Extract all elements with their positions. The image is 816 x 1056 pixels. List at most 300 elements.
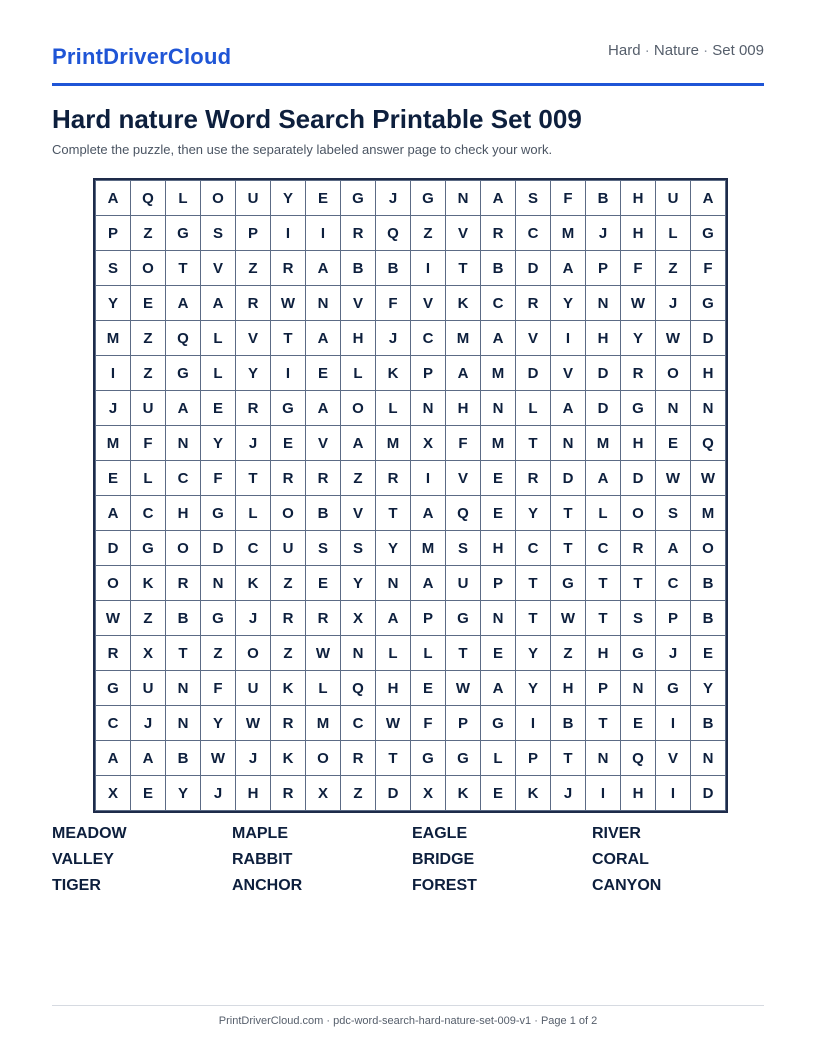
grid-cell: G (341, 181, 376, 216)
grid-cell: V (411, 286, 446, 321)
grid-cell: H (376, 671, 411, 706)
grid-cell: H (621, 216, 656, 251)
grid-cell: Y (516, 496, 551, 531)
grid-cell: L (236, 496, 271, 531)
grid-cell: X (96, 776, 131, 811)
grid-cell: Z (236, 251, 271, 286)
grid-cell: L (341, 356, 376, 391)
grid-cell: I (586, 776, 621, 811)
grid-cell: X (306, 776, 341, 811)
grid-cell: G (166, 216, 201, 251)
grid-cell: R (271, 706, 306, 741)
grid-cell: P (656, 601, 691, 636)
grid-cell: N (446, 181, 481, 216)
grid-cell: K (446, 286, 481, 321)
grid-cell: N (481, 391, 516, 426)
grid-cell: G (446, 601, 481, 636)
grid-cell: M (551, 216, 586, 251)
grid-cell: X (131, 636, 166, 671)
grid-cell: W (446, 671, 481, 706)
grid-cell: P (411, 356, 446, 391)
grid-cell: A (306, 321, 341, 356)
grid-cell: A (376, 601, 411, 636)
grid-cell: H (691, 356, 726, 391)
grid-cell: G (201, 601, 236, 636)
word-list-item: VALLEY (52, 851, 114, 868)
grid-cell: B (691, 566, 726, 601)
breadcrumb-item-set: Set 009 (712, 42, 764, 59)
grid-cell: Y (516, 636, 551, 671)
grid-cell: I (551, 321, 586, 356)
grid-cell: A (481, 181, 516, 216)
grid-cell: Z (271, 636, 306, 671)
grid-cell: N (691, 391, 726, 426)
grid-cell: N (411, 391, 446, 426)
grid-cell: K (516, 776, 551, 811)
grid-cell: A (96, 181, 131, 216)
grid-row (96, 531, 726, 566)
grid-cell: B (166, 741, 201, 776)
breadcrumb (608, 42, 764, 59)
grid-cell: Y (236, 356, 271, 391)
grid-cell: N (341, 636, 376, 671)
grid-cell: I (271, 216, 306, 251)
grid-cell: J (236, 426, 271, 461)
grid-cell: T (586, 566, 621, 601)
grid-cell: I (96, 356, 131, 391)
grid-cell: Q (621, 741, 656, 776)
grid-cell: Q (376, 216, 411, 251)
grid-row (96, 461, 726, 496)
grid-cell: H (621, 181, 656, 216)
grid-cell: O (691, 531, 726, 566)
grid-cell: H (236, 776, 271, 811)
grid-cell: P (516, 741, 551, 776)
grid-cell: N (586, 741, 621, 776)
grid-cell: Y (621, 321, 656, 356)
grid-cell: R (236, 286, 271, 321)
grid-cell: M (691, 496, 726, 531)
grid-cell: L (166, 181, 201, 216)
page-footer: PrintDriverCloud.com · pdc-word-search-hard-nature-set-009-v1 · Page 1 of 2 (218, 1015, 598, 1027)
grid-cell: H (481, 531, 516, 566)
grid-cell: F (551, 181, 586, 216)
grid-cell: A (691, 181, 726, 216)
grid-cell: Z (131, 216, 166, 251)
grid-cell: D (551, 461, 586, 496)
grid-cell: N (481, 601, 516, 636)
grid-cell: P (446, 706, 481, 741)
grid-cell: W (691, 461, 726, 496)
grid-row (96, 741, 726, 776)
grid-cell: T (551, 741, 586, 776)
grid-cell: S (341, 531, 376, 566)
grid-cell: G (691, 286, 726, 321)
grid-cell: O (271, 496, 306, 531)
grid-cell: R (236, 391, 271, 426)
grid-cell: T (446, 251, 481, 286)
grid-cell: E (271, 426, 306, 461)
grid-cell: Q (341, 671, 376, 706)
grid-cell: F (376, 286, 411, 321)
grid-cell: M (481, 426, 516, 461)
grid-cell: G (411, 181, 446, 216)
grid-cell: P (236, 216, 271, 251)
grid-cell: H (621, 776, 656, 811)
grid-cell: C (96, 706, 131, 741)
grid-cell: W (621, 286, 656, 321)
grid-cell: Z (131, 321, 166, 356)
grid-cell: Z (341, 461, 376, 496)
grid-cell: J (236, 601, 271, 636)
grid-cell: D (376, 776, 411, 811)
grid-cell: R (271, 251, 306, 286)
grid-cell: I (411, 251, 446, 286)
grid-cell: M (96, 321, 131, 356)
grid-cell: R (621, 531, 656, 566)
grid-cell: R (621, 356, 656, 391)
grid-cell: G (551, 566, 586, 601)
grid-cell: O (236, 636, 271, 671)
grid-cell: R (306, 461, 341, 496)
grid-cell: U (236, 181, 271, 216)
grid-cell: B (166, 601, 201, 636)
grid-cell: Q (131, 181, 166, 216)
grid-cell: D (516, 356, 551, 391)
grid-cell: V (201, 251, 236, 286)
grid-cell: J (96, 391, 131, 426)
grid-cell: R (166, 566, 201, 601)
grid-cell: F (131, 426, 166, 461)
grid-cell: K (446, 776, 481, 811)
grid-cell: I (656, 706, 691, 741)
grid-cell: S (96, 251, 131, 286)
grid-cell: L (481, 741, 516, 776)
grid-cell: H (446, 391, 481, 426)
word-list-item: FOREST (412, 877, 477, 894)
grid-cell: W (376, 706, 411, 741)
grid-cell: S (446, 531, 481, 566)
grid-cell: E (306, 356, 341, 391)
grid-cell: O (621, 496, 656, 531)
grid-cell: S (201, 216, 236, 251)
grid-cell: E (621, 706, 656, 741)
grid-cell: X (341, 601, 376, 636)
breadcrumb-item-difficulty: Hard (608, 42, 641, 59)
grid-cell: H (341, 321, 376, 356)
grid-cell: O (166, 531, 201, 566)
grid-row (96, 216, 726, 251)
grid-cell: J (131, 706, 166, 741)
grid-cell: L (656, 216, 691, 251)
grid-cell: D (691, 776, 726, 811)
grid-cell: Q (446, 496, 481, 531)
grid-cell: R (341, 741, 376, 776)
grid-cell: Z (656, 251, 691, 286)
grid-cell: J (551, 776, 586, 811)
grid-row (96, 321, 726, 356)
grid-cell: S (656, 496, 691, 531)
grid-cell: F (411, 706, 446, 741)
grid-cell: J (376, 321, 411, 356)
grid-row (96, 356, 726, 391)
grid-cell: T (516, 426, 551, 461)
grid-cell: A (551, 391, 586, 426)
grid-cell: O (96, 566, 131, 601)
grid-cell: M (306, 706, 341, 741)
grid-cell: R (516, 461, 551, 496)
grid-cell: N (201, 566, 236, 601)
grid-cell: E (306, 181, 341, 216)
grid-cell: C (341, 706, 376, 741)
grid-cell: A (166, 391, 201, 426)
word-list-item: CANYON (592, 877, 662, 894)
letter-grid-table (95, 180, 726, 811)
grid-cell: Y (551, 286, 586, 321)
grid-cell: K (131, 566, 166, 601)
grid-cell: W (656, 461, 691, 496)
grid-cell: V (656, 741, 691, 776)
grid-cell: V (516, 321, 551, 356)
grid-cell: R (271, 776, 306, 811)
grid-row (96, 636, 726, 671)
grid-cell: J (586, 216, 621, 251)
grid-cell: R (271, 601, 306, 636)
breadcrumb-separator: · (703, 42, 709, 59)
grid-cell: K (376, 356, 411, 391)
word-list (52, 825, 772, 895)
grid-cell: G (411, 741, 446, 776)
grid-cell: V (446, 216, 481, 251)
grid-cell: F (446, 426, 481, 461)
grid-cell: Y (201, 706, 236, 741)
grid-cell: Y (271, 181, 306, 216)
grid-cell: Q (691, 426, 726, 461)
grid-cell: A (481, 321, 516, 356)
grid-cell: C (481, 286, 516, 321)
grid-cell: R (341, 216, 376, 251)
grid-cell: V (551, 356, 586, 391)
grid-cell: A (306, 391, 341, 426)
grid-cell: G (271, 391, 306, 426)
grid-cell: M (96, 426, 131, 461)
grid-cell: I (656, 776, 691, 811)
grid-cell: F (621, 251, 656, 286)
grid-cell: C (516, 531, 551, 566)
word-list-item: ANCHOR (232, 877, 303, 894)
grid-cell: S (516, 181, 551, 216)
grid-cell: G (201, 496, 236, 531)
grid-cell: E (96, 461, 131, 496)
grid-cell: B (306, 496, 341, 531)
word-list-item: CORAL (592, 851, 649, 868)
grid-cell: W (271, 286, 306, 321)
grid-cell: L (411, 636, 446, 671)
grid-cell: L (586, 496, 621, 531)
grid-row (96, 426, 726, 461)
grid-cell: M (446, 321, 481, 356)
grid-row (96, 391, 726, 426)
grid-cell: A (551, 251, 586, 286)
grid-cell: E (481, 496, 516, 531)
grid-cell: Z (131, 601, 166, 636)
page-title: Hard nature Word Search Printable Set 009 (52, 104, 582, 134)
grid-cell: N (551, 426, 586, 461)
grid-cell: A (131, 741, 166, 776)
grid-cell: Y (341, 566, 376, 601)
grid-row (96, 776, 726, 811)
footer-divider (52, 1005, 764, 1006)
grid-cell: U (271, 531, 306, 566)
grid-cell: O (306, 741, 341, 776)
grid-cell: N (306, 286, 341, 321)
grid-cell: K (271, 671, 306, 706)
grid-cell: D (621, 461, 656, 496)
grid-row (96, 181, 726, 216)
grid-cell: S (306, 531, 341, 566)
grid-cell: E (481, 636, 516, 671)
grid-cell: F (691, 251, 726, 286)
grid-cell: T (376, 741, 411, 776)
grid-cell: W (551, 601, 586, 636)
grid-cell: B (341, 251, 376, 286)
grid-cell: G (691, 216, 726, 251)
grid-cell: C (586, 531, 621, 566)
grid-cell: V (341, 496, 376, 531)
grid-row (96, 671, 726, 706)
grid-cell: A (481, 671, 516, 706)
grid-cell: S (621, 601, 656, 636)
grid-cell: T (586, 601, 621, 636)
grid-cell: P (481, 566, 516, 601)
grid-cell: T (236, 461, 271, 496)
grid-cell: E (131, 286, 166, 321)
word-list-item: RIVER (592, 825, 641, 842)
grid-cell: Z (341, 776, 376, 811)
grid-cell: T (446, 636, 481, 671)
grid-cell: A (586, 461, 621, 496)
grid-cell: M (586, 426, 621, 461)
grid-cell: A (306, 251, 341, 286)
grid-cell: J (376, 181, 411, 216)
grid-cell: W (236, 706, 271, 741)
grid-cell: U (446, 566, 481, 601)
grid-cell: R (516, 286, 551, 321)
grid-cell: O (656, 356, 691, 391)
grid-cell: L (306, 671, 341, 706)
grid-cell: G (621, 636, 656, 671)
grid-cell: E (131, 776, 166, 811)
grid-cell: J (236, 741, 271, 776)
word-list-item: MAPLE (232, 825, 288, 842)
grid-cell: T (621, 566, 656, 601)
grid-row (96, 706, 726, 741)
grid-cell: H (166, 496, 201, 531)
grid-cell: D (516, 251, 551, 286)
grid-cell: U (236, 671, 271, 706)
grid-cell: Z (551, 636, 586, 671)
grid-cell: Z (201, 636, 236, 671)
grid-cell: I (516, 706, 551, 741)
grid-cell: P (586, 251, 621, 286)
grid-cell: U (131, 391, 166, 426)
grid-cell: O (131, 251, 166, 286)
grid-cell: R (481, 216, 516, 251)
grid-cell: B (481, 251, 516, 286)
grid-cell: W (656, 321, 691, 356)
grid-cell: G (621, 391, 656, 426)
grid-cell: Y (691, 671, 726, 706)
grid-cell: W (201, 741, 236, 776)
word-list-item: TIGER (52, 877, 101, 894)
grid-cell: T (516, 566, 551, 601)
grid-cell: D (691, 321, 726, 356)
grid-cell: C (656, 566, 691, 601)
grid-cell: T (551, 496, 586, 531)
grid-cell: B (551, 706, 586, 741)
grid-cell: N (691, 741, 726, 776)
grid-cell: U (656, 181, 691, 216)
grid-cell: J (201, 776, 236, 811)
grid-cell: N (656, 391, 691, 426)
grid-cell: U (131, 671, 166, 706)
grid-cell: K (236, 566, 271, 601)
grid-cell: K (271, 741, 306, 776)
grid-cell: V (446, 461, 481, 496)
grid-cell: R (96, 636, 131, 671)
grid-cell: G (166, 356, 201, 391)
grid-cell: V (306, 426, 341, 461)
grid-cell: E (201, 391, 236, 426)
grid-cell: Y (516, 671, 551, 706)
grid-cell: A (341, 426, 376, 461)
grid-cell: J (656, 286, 691, 321)
grid-cell: E (481, 461, 516, 496)
grid-cell: J (656, 636, 691, 671)
grid-cell: N (166, 671, 201, 706)
grid-cell: T (586, 706, 621, 741)
grid-cell: A (96, 741, 131, 776)
grid-cell: A (166, 286, 201, 321)
grid-cell: N (166, 706, 201, 741)
grid-cell: O (201, 181, 236, 216)
grid-cell: A (656, 531, 691, 566)
grid-cell: I (411, 461, 446, 496)
grid-cell: C (131, 496, 166, 531)
grid-cell: G (656, 671, 691, 706)
grid-cell: V (341, 286, 376, 321)
grid-cell: C (166, 461, 201, 496)
grid-cell: I (271, 356, 306, 391)
grid-cell: H (621, 426, 656, 461)
grid-cell: E (411, 671, 446, 706)
grid-cell: G (96, 671, 131, 706)
grid-cell: T (166, 251, 201, 286)
grid-cell: D (96, 531, 131, 566)
grid-row (96, 496, 726, 531)
grid-cell: A (201, 286, 236, 321)
grid-cell: D (586, 391, 621, 426)
grid-cell: G (131, 531, 166, 566)
grid-row (96, 286, 726, 321)
grid-cell: X (411, 426, 446, 461)
grid-cell: T (376, 496, 411, 531)
grid-cell: C (411, 321, 446, 356)
grid-cell: P (586, 671, 621, 706)
grid-cell: Y (376, 531, 411, 566)
grid-cell: M (376, 426, 411, 461)
grid-cell: L (376, 636, 411, 671)
